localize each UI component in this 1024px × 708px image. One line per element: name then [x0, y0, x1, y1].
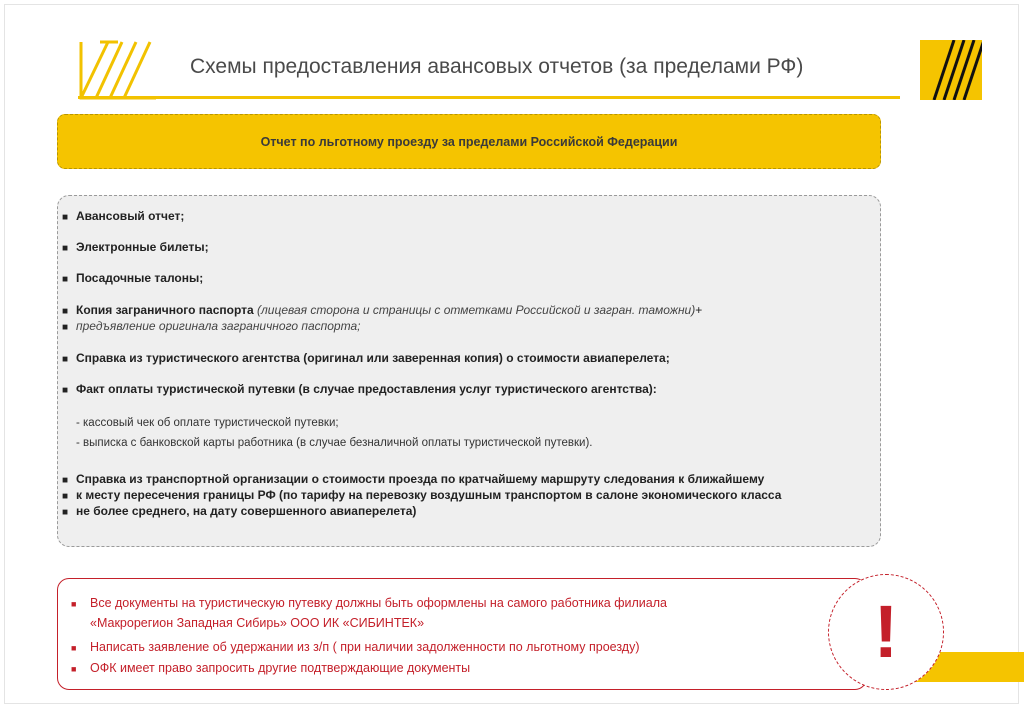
logo-right-icon — [920, 40, 982, 100]
passport-plus: + — [695, 303, 703, 317]
payment-sub-receipt: - кассовый чек об оплате туристической путевки; — [76, 417, 339, 429]
bullet-icon: ■ — [62, 306, 69, 317]
bullet-icon: ■ — [71, 599, 77, 609]
bullet-icon: ■ — [62, 212, 69, 223]
passport-label: Копия заграничного паспорта — [76, 303, 254, 317]
banner — [57, 114, 881, 169]
alert-circle — [828, 574, 944, 690]
logo-left-icon — [78, 40, 158, 100]
doc-boarding-passes: Посадочные талоны; — [76, 271, 204, 285]
doc-passport-copy — [76, 303, 702, 317]
bullet-icon: ■ — [71, 664, 77, 674]
doc-transport-certificate-2: к месту пересечения границы РФ (по тарифу на перевозку воздушным транспортом в салоне экономического класса — [76, 488, 782, 502]
bullet-icon: ■ — [62, 243, 69, 254]
notice-line-4: ОФК имеет право запросить другие подтверждающие документы — [90, 661, 471, 675]
bullet-icon: ■ — [62, 385, 69, 396]
page-title: Схемы предоставления авансовых отчетов (за пределами РФ) — [190, 55, 804, 78]
doc-e-tickets: Электронные билеты; — [76, 240, 209, 254]
notice-line-2: «Макрорегион Западная Сибирь» ООО ИК «СИБИНТЕК» — [90, 616, 425, 630]
notice-line-1: Все документы на туристическую путевку должны быть оформлены на самого работника филиала — [90, 596, 667, 610]
doc-agency-certificate: Справка из туристического агентства (оригинал или заверенная копия) о стоимости авиаперелета; — [76, 351, 670, 365]
bullet-icon: ■ — [62, 507, 69, 518]
notice-line-3: Написать заявление об удержании из з/п ( при наличии задолженности по льготному проезду) — [90, 640, 640, 654]
banner-title: Отчет по льготному проезду за пределами Российской Федерации — [260, 134, 678, 149]
doc-transport-certificate-1: Справка из транспортной организации о стоимости проезда по кратчайшему маршруту следования к ближайшему — [76, 472, 765, 486]
doc-transport-certificate-3: не более среднего, на дату совершенного авиаперелета) — [76, 504, 417, 518]
bullet-icon: ■ — [62, 475, 69, 486]
payment-sub-statement: - выписка с банковской карты работника (в случае безналичной оплаты туристической путевки). — [76, 437, 593, 449]
bullet-icon: ■ — [62, 274, 69, 285]
passport-original-note: предъявление оригинала заграничного паспорта; — [76, 319, 361, 333]
passport-details: (лицевая сторона и страницы с отметками Российской и загран. таможни) — [257, 303, 696, 317]
doc-payment-fact: Факт оплаты туристической путевки (в случае предоставления услуг туристического агентства): — [76, 382, 657, 396]
exclamation-icon: ! — [873, 590, 899, 673]
bullet-icon: ■ — [62, 354, 69, 365]
bullet-icon: ■ — [62, 491, 69, 502]
bullet-icon: ■ — [62, 322, 69, 333]
title-divider — [78, 96, 900, 99]
bullet-icon: ■ — [71, 643, 77, 653]
doc-advance-report: Авансовый отчет; — [76, 209, 185, 223]
